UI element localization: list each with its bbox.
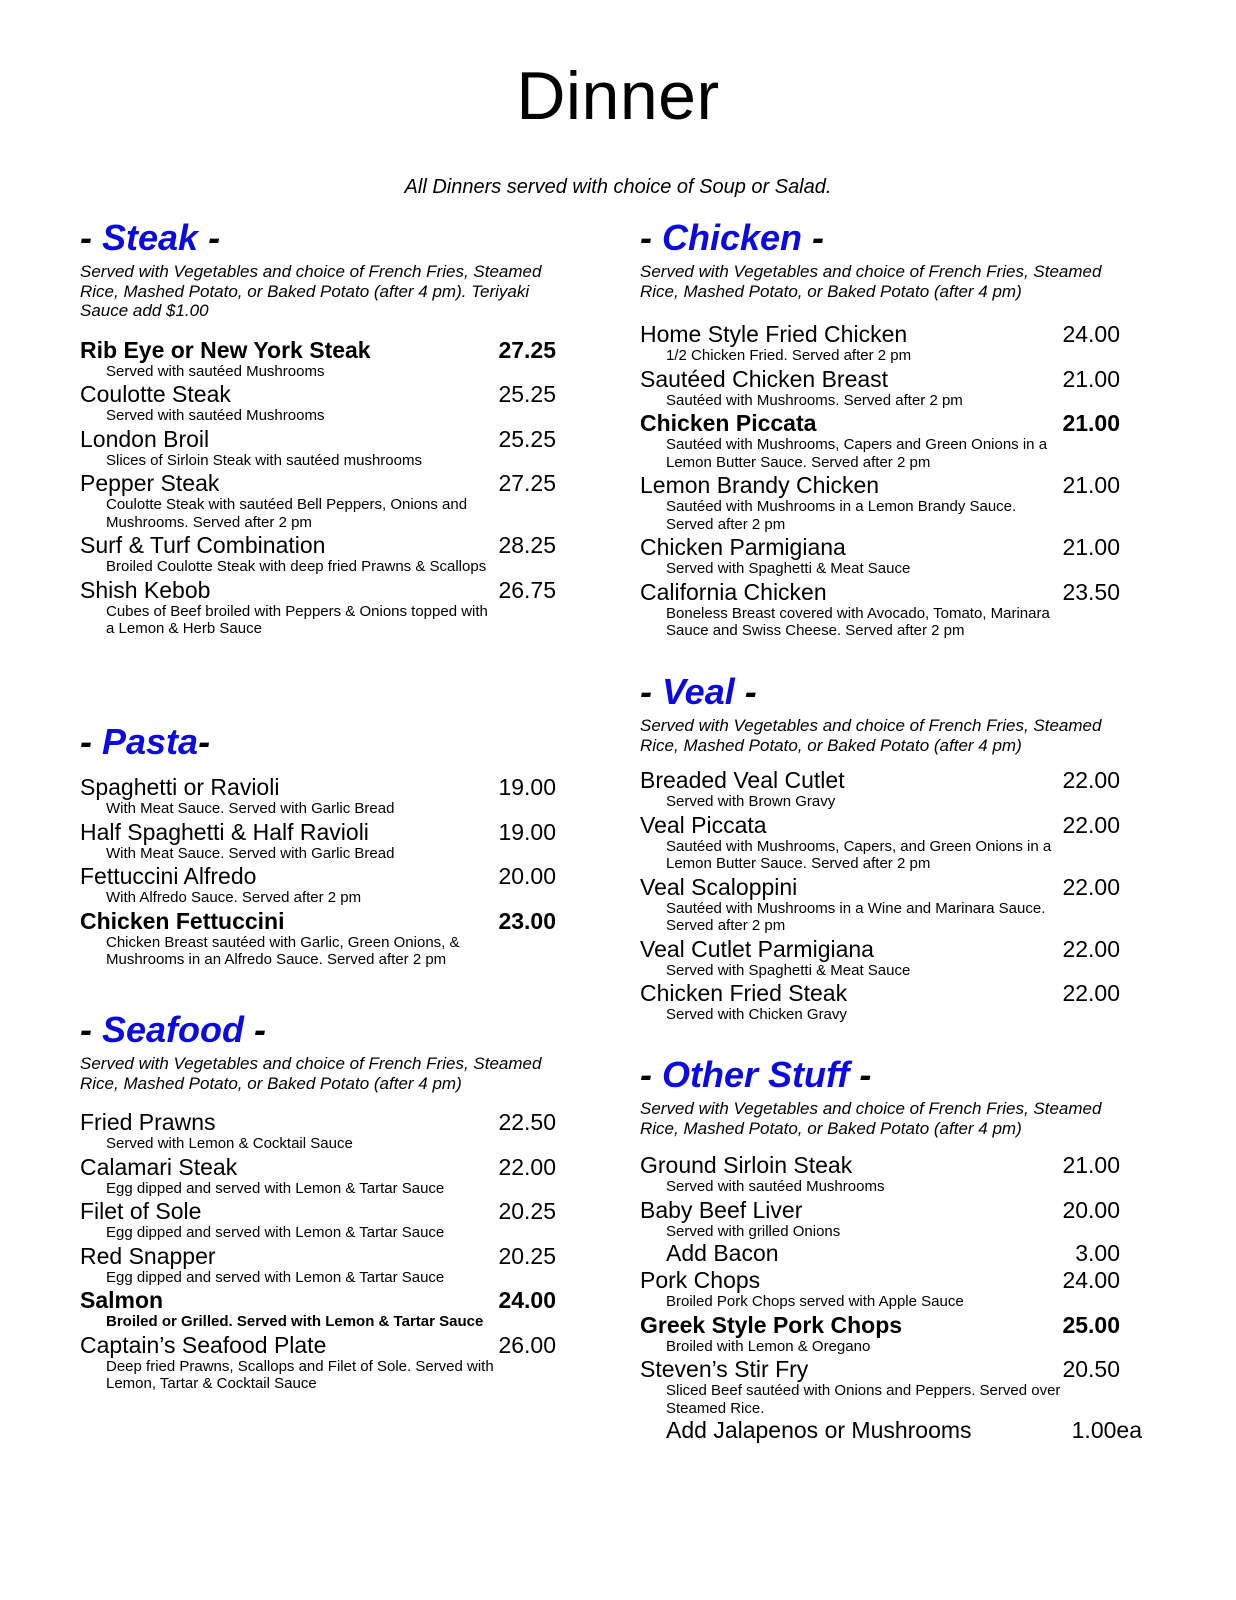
menu-item: [80, 774, 580, 818]
heading-suffix: -: [198, 721, 211, 762]
menu-item: [640, 936, 1140, 980]
menu-item: [640, 579, 1140, 640]
item-desc: Served with sautéed Mushrooms: [666, 1178, 885, 1195]
item-price: 21.00: [1062, 472, 1120, 498]
item-desc: With Meat Sauce. Served with Garlic Bread: [106, 844, 395, 862]
menu-item: [640, 1356, 1140, 1443]
item-name: Chicken Piccata: [640, 410, 817, 436]
item-name: London Broil: [80, 425, 210, 452]
item-name: California Chicken: [640, 578, 827, 605]
item-name: Greek Style Pork Chops: [640, 1311, 903, 1338]
item-price: 21.00: [1062, 1152, 1120, 1178]
section-veal: [640, 671, 1140, 1025]
menu-item: [640, 366, 1140, 410]
section-note: Served with Vegetables and choice of French Fries, Steamed Rice, Mashed Potato, or Baked Potato (after 4 pm): [80, 1054, 542, 1093]
heading-suffix: -: [802, 217, 825, 258]
item-price: 21.00: [1062, 534, 1120, 560]
item-desc: Egg dipped and served with Lemon & Tartar Sauce: [106, 1224, 445, 1241]
section-steak: [80, 217, 580, 639]
item-name: Veal Cutlet Parmigiana: [640, 935, 874, 962]
item-desc: Broiled or Grilled. Served with Lemon & Tartar Sauce: [106, 1313, 484, 1330]
item-list: [640, 1152, 1140, 1443]
item-name: Spaghetti or Ravioli: [80, 774, 280, 800]
section-other-stuff: [640, 1054, 1142, 1444]
item-price: 26.75: [498, 576, 556, 603]
item-name: Rib Eye or New York Steak: [80, 336, 371, 363]
menu-item: [80, 381, 580, 425]
section-seafood: [80, 1009, 580, 1394]
item-desc: Broiled Pork Chops served with Apple Sauce: [666, 1293, 964, 1310]
item-price: 25.25: [498, 381, 556, 407]
menu-item: [640, 410, 1140, 471]
menu-item: [640, 534, 1140, 578]
item-desc: With Meat Sauce. Served with Garlic Bread: [106, 800, 395, 817]
item-desc: Served with Lemon & Cocktail Sauce: [106, 1135, 353, 1152]
item-name: Chicken Fettuccini: [80, 907, 285, 934]
section-heading: [80, 721, 580, 764]
item-price: 21.00: [1062, 365, 1120, 392]
item-price: 25.00: [1062, 1311, 1120, 1338]
item-name: Home Style Fried Chicken: [640, 321, 908, 347]
item-price: 24.00: [1062, 1267, 1120, 1293]
heading-name: Seafood: [102, 1009, 245, 1050]
menu-item: [80, 577, 580, 638]
item-desc: Deep fried Prawns, Scallops and Filet of Sole. Served with Lemon, Tartar & Cocktail Sauce: [106, 1357, 494, 1392]
item-desc: Egg dipped and served with Lemon & Tartar Sauce: [106, 1268, 445, 1286]
item-price: 20.00: [1062, 1196, 1120, 1223]
item-desc: Served with Spaghetti & Meat Sauce: [666, 560, 911, 577]
section-heading: [80, 1009, 580, 1052]
menu-item: [640, 472, 1140, 533]
item-name: Chicken Fried Steak: [640, 980, 848, 1006]
item-name: Chicken Parmigiana: [640, 534, 846, 560]
item-desc: Sautéed with Mushrooms, Capers, and Green Onions in a Lemon Butter Sauce. Served after 2 pm: [666, 837, 1052, 872]
item-desc: Served with grilled Onions: [666, 1222, 841, 1240]
item-desc: Served with sautéed Mushrooms: [106, 407, 325, 424]
menu-item: [80, 863, 580, 907]
menu-item: [80, 1154, 580, 1198]
item-name: Filet of Sole: [80, 1198, 202, 1224]
item-list: [80, 774, 580, 969]
heading-prefix: -: [640, 217, 662, 258]
item-name: Coulotte Steak: [80, 381, 231, 407]
item-price: 27.25: [498, 336, 556, 363]
section-chicken: [640, 217, 1140, 641]
item-price: 19.00: [498, 774, 556, 800]
item-price: 24.00: [498, 1287, 556, 1313]
item-price: 28.25: [498, 532, 556, 558]
item-name: Fettuccini Alfredo: [80, 863, 257, 889]
item-name: Pork Chops: [640, 1267, 761, 1293]
item-desc: Served with sautéed Mushrooms: [106, 362, 325, 380]
item-name: Surf & Turf Combination: [80, 532, 326, 558]
section-note: Served with Vegetables and choice of French Fries, Steamed Rice, Mashed Potato, or Baked Potato (after 4 pm): [640, 262, 1102, 301]
item-list: [80, 1109, 580, 1393]
item-desc: With Alfredo Sauce. Served after 2 pm: [106, 889, 362, 906]
menu-item: [80, 426, 580, 470]
item-price: 22.00: [1062, 811, 1120, 838]
menu-item: [80, 1198, 580, 1242]
addon-name: Add Jalapenos or Mushrooms: [666, 1417, 972, 1443]
item-desc: Served with Chicken Gravy: [666, 1006, 847, 1023]
item-desc: Sautéed with Mushrooms. Served after 2 pm: [666, 391, 963, 409]
item-desc: Boneless Breast covered with Avocado, Tomato, Marinara Sauce and Swiss Cheese. Served after 2 pm: [666, 604, 1050, 639]
item-name: Steven’s Stir Fry: [640, 1356, 809, 1382]
item-desc: Slices of Sirloin Steak with sautéed mushrooms: [106, 451, 422, 469]
item-desc: Sliced Beef sautéed with Onions and Peppers. Served over Steamed Rice.: [666, 1382, 1061, 1417]
item-name: Pepper Steak: [80, 470, 220, 496]
section-note: Served with Vegetables and choice of French Fries, Steamed Rice, Mashed Potato, or Baked Potato (after 4 pm): [640, 716, 1102, 755]
item-price: 20.50: [1062, 1356, 1120, 1382]
heading-suffix: -: [849, 1054, 872, 1095]
item-name: Lemon Brandy Chicken: [640, 472, 880, 498]
section-heading: [640, 671, 1140, 714]
menu-item: [80, 819, 580, 863]
item-name: Salmon: [80, 1287, 164, 1313]
item-name: Half Spaghetti & Half Ravioli: [80, 818, 369, 845]
item-desc: Coulotte Steak with sautéed Bell Peppers, Onions and Mushrooms. Served after 2 pm: [106, 496, 468, 531]
menu-item: [640, 767, 1140, 811]
heading-suffix: -: [198, 217, 221, 258]
item-price: 20.25: [498, 1198, 556, 1224]
heading-name: Chicken: [662, 217, 803, 258]
addon-price: 3.00: [1075, 1240, 1120, 1266]
item-price: 26.00: [498, 1331, 556, 1358]
heading-suffix: -: [734, 671, 757, 712]
item-list: [80, 337, 580, 638]
section-heading: [640, 1054, 1140, 1097]
menu-item: [80, 1287, 580, 1331]
heading-suffix: -: [244, 1009, 267, 1050]
item-desc: 1/2 Chicken Fried. Served after 2 pm: [666, 347, 912, 364]
item-name: Veal Scaloppini: [640, 873, 798, 900]
item-price: 23.50: [1062, 578, 1120, 605]
menu-item: [80, 470, 580, 531]
addon-row: [640, 1417, 1142, 1443]
heading-name: Steak: [102, 217, 199, 258]
menu-item: [640, 874, 1140, 935]
section-note: Served with Vegetables and choice of French Fries, Steamed Rice, Mashed Potato, or Baked Potato (after 4 pm): [640, 1099, 1102, 1138]
menu-item: [80, 532, 580, 576]
heading-prefix: -: [80, 217, 102, 258]
item-price: 22.00: [1062, 980, 1120, 1006]
section-heading: [80, 217, 580, 260]
page-subtitle: All Dinners served with choice of Soup or Salad.: [404, 176, 832, 198]
item-name: Red Snapper: [80, 1242, 216, 1269]
item-list: [640, 321, 1140, 640]
menu-item: [640, 1267, 1140, 1311]
item-desc: Sautéed with Mushrooms, Capers and Green Onions in a Lemon Butter Sauce. Served after 2 pm: [666, 436, 1048, 471]
item-price: 27.25: [498, 470, 556, 496]
addon-name: Add Bacon: [666, 1240, 779, 1266]
item-price: 22.00: [498, 1153, 556, 1180]
item-desc: Broiled with Lemon & Oregano: [666, 1337, 871, 1355]
section-pasta: [80, 721, 580, 970]
item-desc: Sautéed with Mushrooms in a Lemon Brandy Sauce. Served after 2 pm: [666, 498, 1017, 533]
item-price: 20.25: [498, 1242, 556, 1269]
item-price: 22.00: [1062, 935, 1120, 962]
item-desc: Cubes of Beef broiled with Peppers & Onions topped with a Lemon & Herb Sauce: [106, 602, 488, 637]
menu-item: [80, 1243, 580, 1287]
menu-item: [640, 812, 1140, 873]
section-heading: [640, 217, 1140, 260]
item-price: 19.00: [498, 818, 556, 845]
menu-item: [640, 980, 1140, 1024]
heading-name: Veal: [662, 671, 735, 712]
item-name: Breaded Veal Cutlet: [640, 767, 845, 793]
item-name: Captain’s Seafood Plate: [80, 1331, 327, 1358]
menu-item: [80, 908, 580, 969]
item-desc: Egg dipped and served with Lemon & Tartar Sauce: [106, 1179, 445, 1197]
item-name: Fried Prawns: [80, 1109, 216, 1135]
item-name: Baby Beef Liver: [640, 1196, 803, 1223]
item-price: 20.00: [498, 863, 556, 889]
item-desc: Broiled Coulotte Steak with deep fried Prawns & Scallops: [106, 558, 487, 575]
item-name: Shish Kebob: [80, 576, 211, 603]
item-price: 22.00: [1062, 873, 1120, 900]
item-desc: Sautéed with Mushrooms in a Wine and Marinara Sauce. Served after 2 pm: [666, 899, 1046, 934]
item-list: [640, 767, 1140, 1024]
menu-item: [80, 1332, 580, 1393]
item-price: 22.00: [1062, 767, 1120, 793]
heading-prefix: -: [640, 671, 662, 712]
menu-item: [640, 1312, 1140, 1356]
item-name: Sautéed Chicken Breast: [640, 365, 889, 392]
menu-item: [640, 321, 1140, 365]
page-title: Dinner: [516, 58, 720, 134]
item-price: 25.25: [498, 425, 556, 452]
heading-name: Pasta: [102, 721, 199, 762]
menu-item: [80, 1109, 580, 1153]
item-name: Calamari Steak: [80, 1153, 238, 1180]
heading-prefix: -: [80, 1009, 102, 1050]
addon-price: 1.00ea: [1071, 1417, 1142, 1443]
menu-item: [640, 1152, 1140, 1196]
addon-row: [640, 1240, 1120, 1266]
item-name: Veal Piccata: [640, 811, 767, 838]
item-desc: Served with Brown Gravy: [666, 793, 836, 810]
heading-prefix: -: [640, 1054, 662, 1095]
item-desc: Served with Spaghetti & Meat Sauce: [666, 961, 911, 979]
item-price: 23.00: [498, 907, 556, 934]
heading-prefix: -: [80, 721, 102, 762]
item-price: 22.50: [498, 1109, 556, 1135]
section-note: Served with Vegetables and choice of French Fries, Steamed Rice, Mashed Potato, or Baked Potato (after 4 pm). Teriyaki Sauce add $1.00: [80, 262, 542, 320]
item-desc: Chicken Breast sautéed with Garlic, Green Onions, & Mushrooms in an Alfredo Sauce. Served after 2 pm: [106, 933, 460, 968]
heading-name: Other Stuff: [662, 1054, 850, 1095]
menu-item: [80, 337, 580, 381]
item-name: Ground Sirloin Steak: [640, 1152, 853, 1178]
menu-item: [640, 1197, 1140, 1267]
item-price: 24.00: [1062, 321, 1120, 347]
item-price: 21.00: [1062, 410, 1120, 436]
